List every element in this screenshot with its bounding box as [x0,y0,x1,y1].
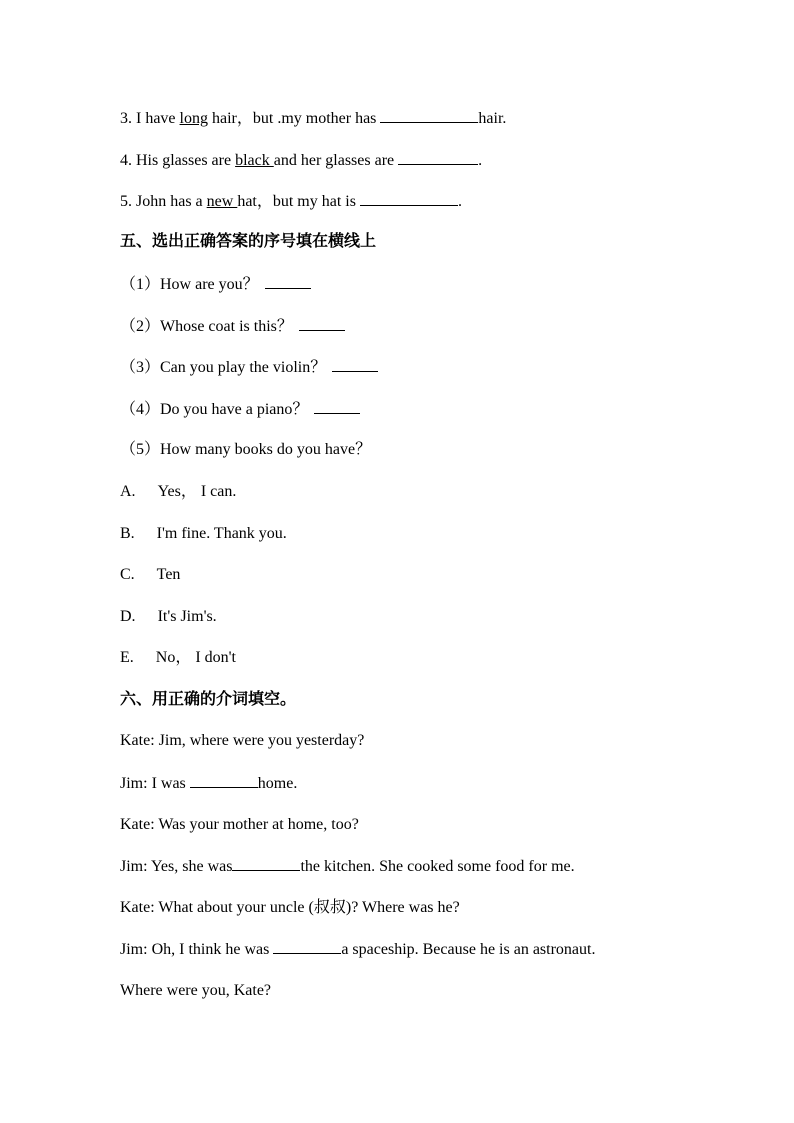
q4-text-a: 4. His glasses are [120,152,236,169]
match-question-1 [120,274,311,295]
mq3-answer-blank[interactable] [332,357,378,372]
match-question-5 [120,440,371,460]
mq1-text: （1）How are you？ [120,276,259,293]
mq4-text: （4）Do you have a piano？ [120,401,309,418]
option-c-letter: C. [120,566,135,583]
q4-text-d: . [478,152,483,169]
dl2-answer-blank[interactable] [190,773,258,788]
dl2-text-a: Jim: I was [120,775,190,792]
q3-answer-blank[interactable] [380,108,478,123]
mq3-text: （3）Can you play the violin？ [120,359,327,376]
q3-text-b: hair，but [207,110,278,127]
option-e-text: No， I don't [155,649,236,666]
question-3 [120,108,506,129]
option-c-text: Ten [156,566,181,583]
dl6-text-a: Jim: Oh, I think he was [120,941,274,958]
q3-text-a: 3. I have [120,110,180,127]
dialogue-line-1: Kate: Jim, where were you yesterday? [120,732,365,749]
dl4-text-a: Jim: Yes, she was [120,858,233,875]
q5-text-a: 5. John has a [120,193,207,210]
dl6-text-b: a spaceship. Because he is an astronaut. [341,941,596,958]
q3-text-d: hair. [478,110,507,127]
dialogue-line-6 [120,939,595,960]
match-question-3 [120,357,378,378]
dialogue-line-3: Kate: Was your mother at home, too? [120,816,359,833]
mq4-answer-blank[interactable] [314,399,360,414]
dl2-text-b: home. [257,775,298,792]
dialogue-line-5: Kate: What about your uncle (叔叔)? Where was he? [120,899,460,916]
q5-underlined-word: new [206,193,238,210]
mq2-answer-blank[interactable] [299,316,345,331]
question-4 [120,150,482,171]
match-question-4 [120,399,360,420]
option-b-text: I'm fine. Thank you. [156,525,287,542]
section-5-heading: 五、选出正确答案的序号填在横线上 [120,233,377,250]
question-5 [120,191,462,212]
option-d-text: It's Jim's. [157,608,217,625]
mq5-text: （5）How many books do you have？ [120,441,372,458]
q5-answer-blank[interactable] [360,191,458,206]
option-a-text: Yes， I can. [157,483,237,500]
q3-dot: . [277,110,282,127]
option-b-letter: B. [120,525,135,542]
q4-text-b: and her glasses are [273,152,399,169]
option-a [120,482,236,502]
dialogue-line-4 [120,856,575,877]
section-6-heading: 六、用正确的介词填空。 [120,691,297,708]
option-c [120,565,180,585]
dl4-answer-blank[interactable] [232,856,300,871]
mq2-text: （2）Whose coat is this？ [120,318,293,335]
q3-underlined-word: long [179,110,208,127]
q5-text-b: hat，but my hat is [237,193,360,210]
option-e-letter: E. [120,649,134,666]
option-a-letter: A. [120,483,136,500]
mq1-answer-blank[interactable] [265,274,311,289]
option-e [120,648,236,668]
dialogue-line-7: Where were you, Kate? [120,982,272,999]
q5-text-d: . [457,193,462,210]
dialogue-line-2 [120,773,297,794]
q4-underlined-word: black [235,152,274,169]
match-question-2 [120,316,345,337]
option-d [120,607,217,627]
dl4-text-b: the kitchen. She cooked some food for me. [300,858,575,875]
dl6-answer-blank[interactable] [273,939,341,954]
q4-answer-blank[interactable] [398,150,478,165]
option-d-letter: D. [120,608,136,625]
q3-text-c: my mother has [281,110,381,127]
option-b [120,524,287,544]
